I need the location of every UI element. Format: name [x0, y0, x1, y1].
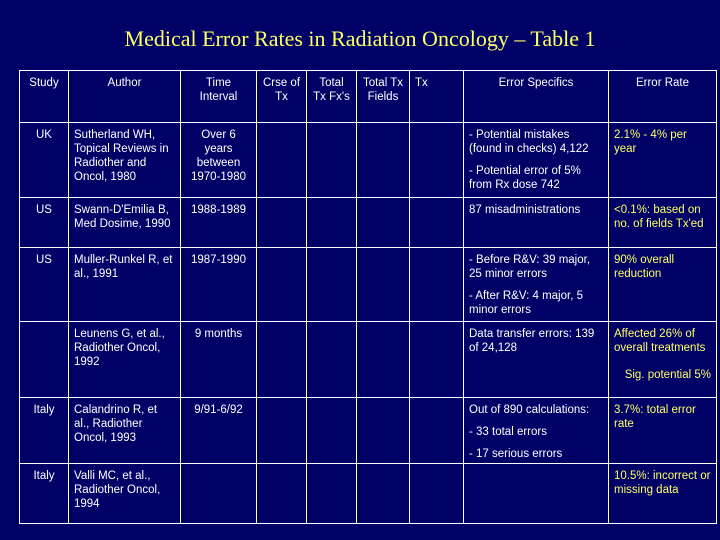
study-cell: Italy	[20, 398, 69, 464]
tx-cell	[410, 198, 464, 248]
course-of-tx-cell	[257, 248, 307, 322]
tx-cell	[410, 464, 464, 524]
error-specific-item: - 33 total errors	[469, 426, 547, 438]
error-rate-item: Affected 26% of overall treatments	[614, 328, 706, 354]
total-tx-fx-cell	[307, 198, 357, 248]
error-rates-table	[19, 70, 717, 524]
total-tx-fields-cell	[357, 464, 410, 524]
total-tx-fields-cell	[357, 398, 410, 464]
table-row	[20, 464, 717, 524]
study-cell: Italy	[20, 464, 69, 524]
author-cell: Sutherland WH, Topical Reviews in Radiother and Oncol, 1980	[69, 123, 181, 198]
table-row	[20, 123, 717, 198]
course-of-tx-cell	[257, 464, 307, 524]
error-specific-item: 87 misadministrations	[469, 204, 581, 216]
error-rate-cell	[609, 398, 717, 464]
time-interval-cell	[181, 464, 257, 524]
error-rate-cell	[609, 248, 717, 322]
error-rate-cell	[609, 198, 717, 248]
tx-cell	[410, 398, 464, 464]
error-rate-item: <0.1%: based on no. of fields Tx'ed	[614, 204, 704, 230]
error-rate-cell	[609, 123, 717, 198]
error-specific-item: Data transfer errors: 139 of 24,128	[469, 328, 595, 354]
course-of-tx-cell	[257, 398, 307, 464]
error-rate-item: Sig. potential 5%	[624, 369, 711, 381]
time-interval-cell: 1987-1990	[181, 248, 257, 322]
author-cell: Calandrino R, et al., Radiother Oncol, 1993	[69, 398, 181, 464]
total-tx-fx-cell	[307, 398, 357, 464]
total-tx-fx-cell	[307, 248, 357, 322]
header-total-tx-fields: Total Tx Fields	[357, 71, 410, 123]
error-specific-item: Out of 890 calculations:	[469, 404, 590, 416]
total-tx-fields-cell	[357, 322, 410, 398]
author-cell: Leunens G, et al., Radiother Oncol, 1992	[69, 322, 181, 398]
total-tx-fx-cell	[307, 464, 357, 524]
study-cell: US	[20, 248, 69, 322]
tx-cell	[410, 123, 464, 198]
study-cell	[20, 322, 69, 398]
table-row	[20, 322, 717, 398]
time-interval-cell: 9 months	[181, 322, 257, 398]
error-specifics-cell	[464, 198, 609, 248]
error-specific-item: - 17 serious errors	[469, 448, 563, 460]
error-rate-item: 90% overall reduction	[614, 254, 675, 280]
error-specifics-cell	[464, 464, 609, 524]
total-tx-fx-cell	[307, 123, 357, 198]
error-specific-item: - After R&V: 4 major, 5 minor errors	[469, 290, 583, 316]
header-total-tx-fx: Total Tx Fx's	[307, 71, 357, 123]
error-specifics-cell	[464, 322, 609, 398]
error-rate-cell	[609, 464, 717, 524]
course-of-tx-cell	[257, 123, 307, 198]
author-cell: Swann-D'Emilia B, Med Dosime, 1990	[69, 198, 181, 248]
time-interval-cell: 9/91-6/92	[181, 398, 257, 464]
error-rate-item: 10.5%: incorrect or missing data	[614, 470, 711, 496]
header-course-of-tx: Crse of Tx	[257, 71, 307, 123]
study-cell: UK	[20, 123, 69, 198]
header-study: Study	[20, 71, 69, 123]
author-cell: Valli MC, et al., Radiother Oncol, 1994	[69, 464, 181, 524]
header-error-rate: Error Rate	[609, 71, 717, 123]
time-interval-cell: 1988-1989	[181, 198, 257, 248]
error-specifics-cell	[464, 398, 609, 464]
error-rate-item: 2.1% - 4% per year	[614, 129, 687, 155]
course-of-tx-cell	[257, 198, 307, 248]
author-cell: Muller-Runkel R, et al., 1991	[69, 248, 181, 322]
error-rate-cell	[609, 322, 717, 398]
table-row	[20, 198, 717, 248]
header-row	[20, 71, 717, 123]
error-specific-item: - Potential error of 5% from Rx dose 742	[469, 165, 581, 191]
course-of-tx-cell	[257, 322, 307, 398]
header-author: Author	[69, 71, 181, 123]
total-tx-fields-cell	[357, 198, 410, 248]
table-row	[20, 398, 717, 464]
error-specific-item: - Potential mistakes (found in checks) 4,122	[469, 129, 589, 155]
time-interval-cell: Over 6 years between 1970-1980	[181, 123, 257, 198]
tx-cell	[410, 322, 464, 398]
study-cell: US	[20, 198, 69, 248]
slide-title: Medical Error Rates in Radiation Oncology – Table 1	[124, 26, 596, 51]
error-specifics-cell	[464, 123, 609, 198]
error-rate-item: 3.7%: total error rate	[614, 404, 696, 430]
error-specifics-cell	[464, 248, 609, 322]
total-tx-fields-cell	[357, 123, 410, 198]
header-error-specifics: Error Specifics	[464, 71, 609, 123]
header-tx: Tx	[410, 71, 464, 123]
table-row	[20, 248, 717, 322]
total-tx-fx-cell	[307, 322, 357, 398]
tx-cell	[410, 248, 464, 322]
total-tx-fields-cell	[357, 248, 410, 322]
header-time-interval: Time Interval	[181, 71, 257, 123]
error-specific-item: - Before R&V: 39 major, 25 minor errors	[469, 254, 591, 280]
